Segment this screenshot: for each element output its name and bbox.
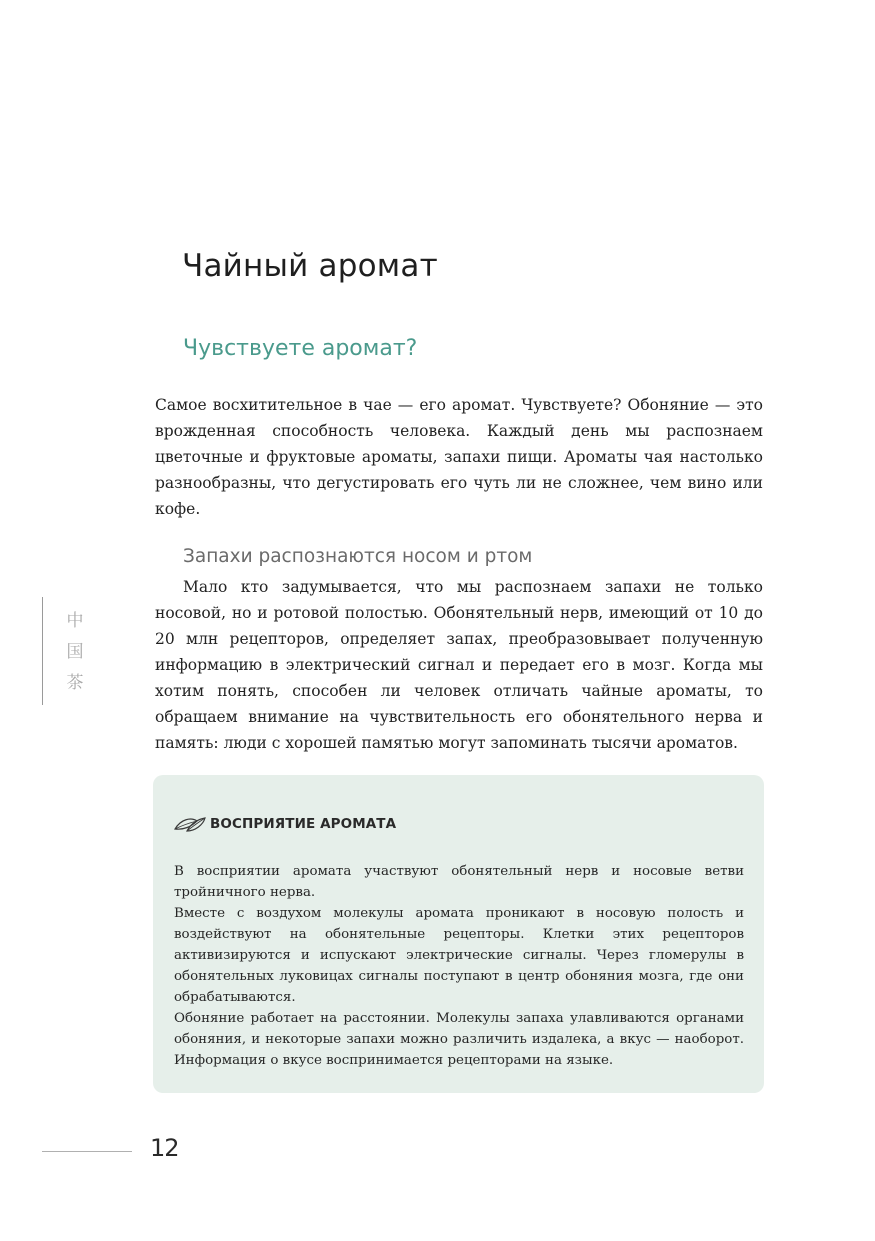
page-number: 12 bbox=[150, 1134, 179, 1162]
info-box-title: ВОСПРИЯТИЕ АРОМАТА bbox=[210, 816, 397, 832]
tea-leaves-icon bbox=[173, 813, 207, 835]
info-box-paragraph: В восприятии аромата участвуют обонятельный нерв и носовые ветви тройничного нерва. bbox=[174, 864, 744, 900]
info-box-header bbox=[173, 813, 396, 835]
side-marker-char: 中 bbox=[66, 611, 84, 631]
info-box-paragraph: Вместе с воздухом молекулы аромата проникают в носовую полость и воздействуют на обонятельные рецепторы. Клетки этих рецепторов активизируются и испускают электрические сигналы. Через гломерулы в обонятельных луковицах сигналы поступают в центр обоняния мозга, где они обрабатываются. bbox=[174, 906, 744, 1005]
side-marker-char: 茶 bbox=[66, 673, 84, 693]
side-marker-line bbox=[42, 597, 43, 705]
page-title: Чайный аромат bbox=[182, 248, 438, 284]
intro-paragraph: Самое восхитительное в чае — его аромат. Чувствуете? Обоняние — это врожденная способность человека. Каждый день мы распознаем цветочные и фруктовые ароматы, запахи пищи. Ароматы чая настолько разнообразны, что дегустировать его чуть ли не сложнее, чем вино или кофе. bbox=[155, 396, 763, 518]
side-marker-characters bbox=[63, 606, 87, 699]
info-box-paragraph: Обоняние работает на расстоянии. Молекулы запаха улавливаются органами обоняния, и некоторые запахи можно различить издалека, а вкус — наоборот. Информация о вкусе воспринимается рецепторами на языке. bbox=[174, 1011, 744, 1068]
section-heading: Чувствуете аромат? bbox=[183, 336, 418, 361]
info-box-text bbox=[174, 861, 744, 1071]
subheading: Запахи распознаются носом и ртом bbox=[183, 546, 533, 567]
body-paragraph: Мало кто задумывается, что мы распознаем запахи не только носовой, но и ротовой полостью. Обонятельный нерв, имеющий от 10 до 20 млн рецепторов, определяет запах, преобразовывает полученную информацию в электрический сигнал и передает его в мозг. Когда мы хотим понять, способен ли человек отличать чайные ароматы, то обращаем внимание на чувствительность его обонятельного нерва и память: люди с хорошей памятью могут запоминать тысячи ароматов. bbox=[155, 578, 763, 752]
side-marker-char: 国 bbox=[66, 642, 84, 662]
footer-rule bbox=[42, 1151, 132, 1152]
info-box bbox=[153, 775, 764, 1093]
